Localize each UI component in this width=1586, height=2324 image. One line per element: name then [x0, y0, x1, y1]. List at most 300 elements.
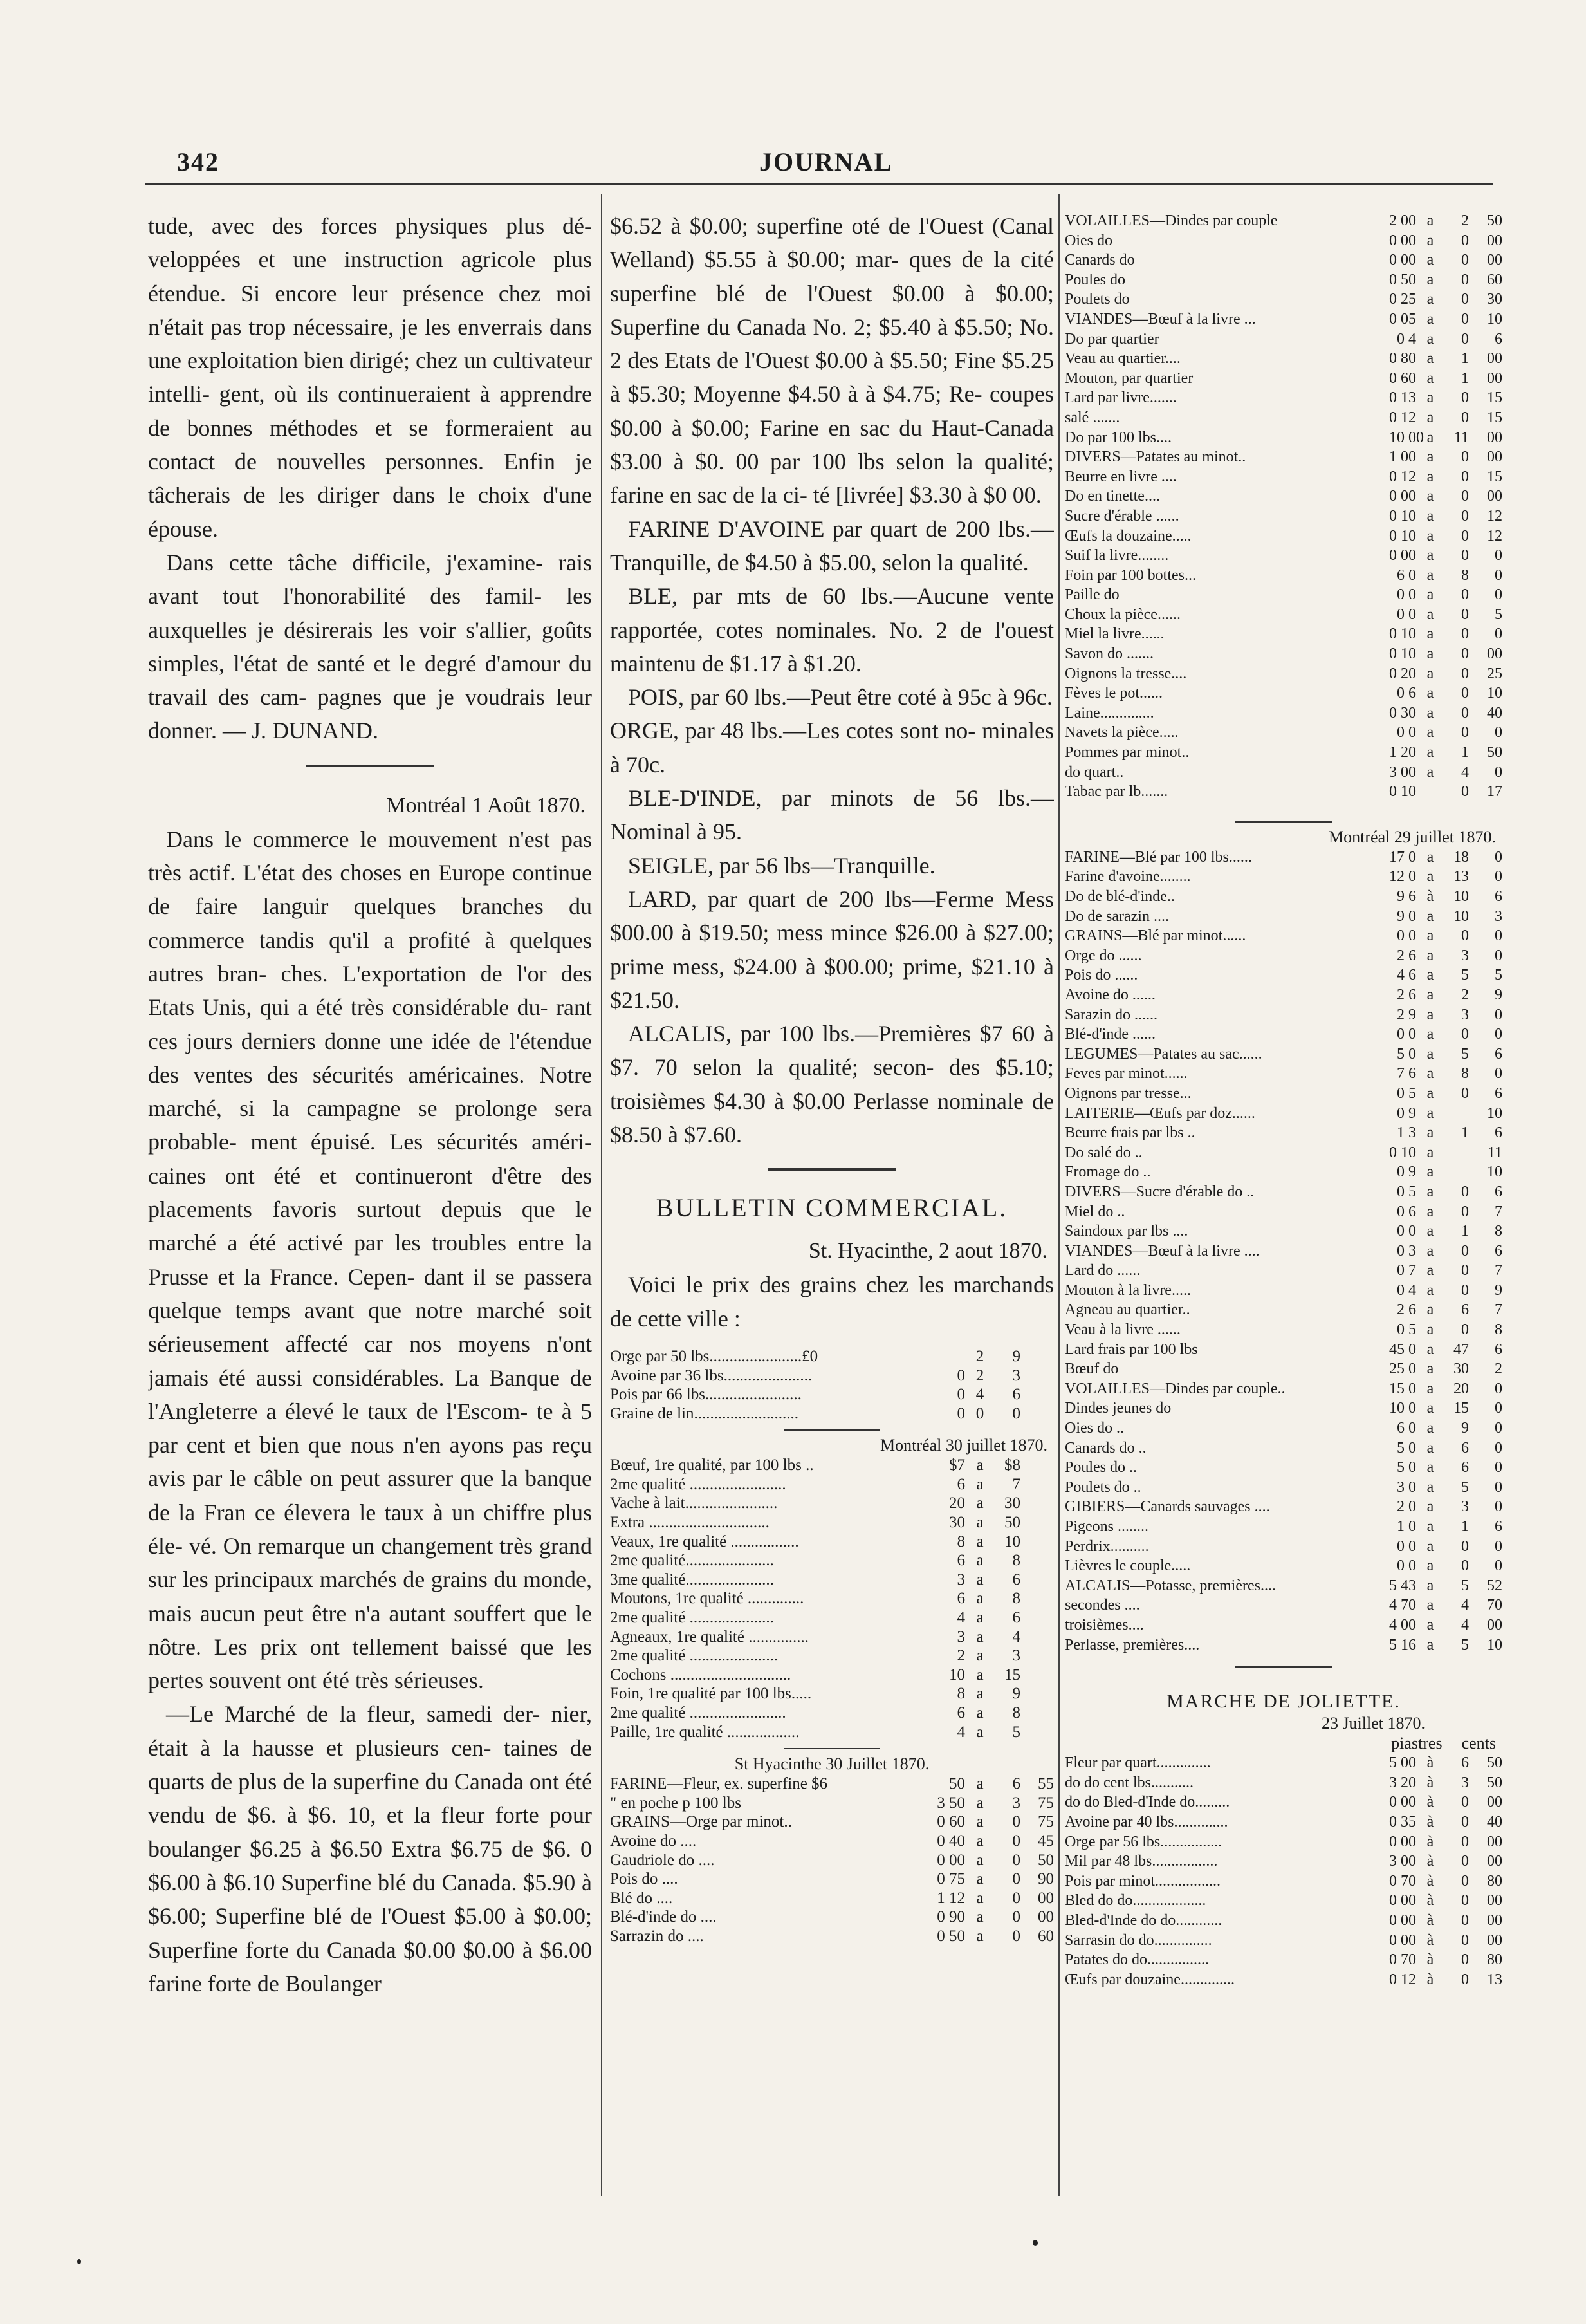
price-value: 50 — [1487, 744, 1502, 761]
price-value: 10 — [1487, 1636, 1502, 1653]
price-value: à — [1426, 1794, 1434, 1811]
price-value: à — [1426, 1872, 1434, 1890]
price-row — [610, 1494, 1054, 1513]
price-value: 0 — [1461, 646, 1469, 663]
column-header-piastres: piastres — [1391, 1734, 1443, 1753]
price-value: 9 — [1495, 986, 1502, 1003]
price-value: 4 — [975, 1386, 984, 1404]
price-row — [1065, 683, 1502, 703]
price-row — [1065, 1615, 1502, 1635]
price-value: 5 00 — [1389, 1754, 1416, 1772]
price-value: 0 — [1461, 1813, 1469, 1830]
price-value: 0 80 — [1389, 350, 1416, 367]
price-value: 0 — [1461, 527, 1469, 544]
price-value: 0 — [1012, 1851, 1020, 1869]
market-paragraph: ORGE, par 48 lbs.—Les cotes sont no- minales à 70c. — [610, 718, 1054, 777]
price-value: 0 — [1012, 1927, 1020, 1945]
price-value — [1020, 1513, 1054, 1532]
price-value: a — [976, 1590, 984, 1608]
price-item-label: Paille, 1re qualité .................. — [610, 1723, 800, 1741]
price-value: a — [1426, 1636, 1434, 1653]
price-value: 5 — [1461, 1478, 1469, 1496]
price-row — [1065, 1556, 1502, 1576]
price-row — [1065, 290, 1502, 310]
price-item-label: Poulets do .. — [1065, 1478, 1141, 1496]
price-value: 0 — [1461, 724, 1469, 741]
price-value: 5 — [1461, 967, 1469, 984]
price-value: 25 — [1487, 665, 1502, 682]
price-item-label: do quart.. — [1065, 763, 1124, 781]
price-value: 10 — [1487, 1104, 1502, 1122]
price-row — [610, 1589, 1054, 1608]
price-value: a — [1426, 1597, 1434, 1614]
price-row — [1065, 946, 1502, 966]
price-value: a — [976, 1889, 984, 1907]
market-paragraph: BLE, par mts de 60 lbs.—Aucune vente rapportée, cotes nominales. No. 2 de l'ouest maintenu de $1.17 à $1.20. — [610, 583, 1054, 676]
price-value: 0 5 — [1397, 1321, 1416, 1339]
price-value: à — [1426, 1813, 1434, 1830]
price-row — [1065, 1576, 1502, 1596]
price-item-label: secondes .... — [1065, 1597, 1140, 1614]
price-table-montreal-30 — [610, 1456, 1054, 1742]
price-row — [1065, 546, 1502, 566]
price-value: 0 00 — [1389, 488, 1416, 505]
price-item-label: Oignons par tresse... — [1065, 1084, 1192, 1102]
price-value — [932, 1347, 965, 1366]
price-item-label: VOLAILLES—Dindes par couple — [1065, 212, 1278, 229]
price-value: 0 — [1461, 1892, 1469, 1910]
price-item-label: Foin, 1re qualité par 100 lbs..... — [610, 1685, 812, 1703]
dateline: Montréal 1 Août 1870. — [386, 793, 586, 817]
price-value: a — [1426, 665, 1434, 682]
price-value: à — [1426, 1853, 1434, 1870]
price-value: a — [1426, 1557, 1434, 1575]
price-value: a — [1426, 1498, 1434, 1516]
price-value: 0 — [1461, 1084, 1469, 1102]
price-value: 0 — [1495, 1400, 1502, 1417]
price-value: 0 0 — [1397, 927, 1416, 945]
price-value: 00 — [1487, 369, 1502, 387]
price-value: 0 40 — [937, 1832, 965, 1850]
page-number: 342 — [177, 147, 219, 176]
price-item-label: Farine d'avoine........ — [1065, 868, 1191, 886]
price-item-label: 2me qualité ...................... — [610, 1647, 779, 1665]
price-row — [1065, 1458, 1502, 1478]
price-row — [1065, 1143, 1502, 1163]
price-value: a — [1426, 1065, 1434, 1083]
price-item-label: Orge par 50 lbs.......................£0 — [610, 1347, 818, 1365]
price-value: 1 20 — [1389, 744, 1416, 761]
price-row — [610, 1684, 1054, 1704]
price-value: 0 — [1461, 409, 1469, 426]
price-value: a — [976, 1775, 984, 1793]
price-value: a — [1426, 507, 1434, 525]
price-value: a — [1426, 1183, 1434, 1200]
price-row — [1065, 624, 1502, 644]
price-row — [610, 1704, 1054, 1723]
price-row — [1065, 887, 1502, 907]
price-value: a — [1426, 1459, 1434, 1476]
price-item-label: Bœuf do — [1065, 1361, 1119, 1378]
price-value: 1 — [1461, 1518, 1469, 1535]
table-divider — [784, 1748, 880, 1749]
price-item-label: Orge do ...... — [1065, 947, 1142, 964]
price-row — [1065, 487, 1502, 507]
price-value: 0 6 — [1397, 685, 1416, 702]
price-value: 70 — [1487, 1597, 1502, 1614]
price-value: 9 6 — [1397, 888, 1416, 905]
price-value: 0 — [1461, 1203, 1469, 1220]
price-item-label: 3me qualité...................... — [610, 1570, 774, 1588]
price-value: 0 25 — [1389, 291, 1416, 308]
price-value: a — [976, 1570, 984, 1588]
price-value: 75 — [1038, 1794, 1054, 1812]
article-paragraph: Dans cette tâche difficile, j'examine- rais avant tout l'honorabilité des famil- les auxquelles je désirerais les voir s'allier, goûts simples, l'état de santé et le degré d'amour du travail des cam- pagnes que je voudrais leur donner. — J. DUNAND. — [148, 549, 592, 744]
price-value: 1 3 — [1397, 1124, 1416, 1142]
price-item-label: DIVERS—Patates au minot.. — [1065, 449, 1246, 466]
price-value: 00 — [1487, 1931, 1502, 1949]
column-header-cents: cents — [1461, 1734, 1496, 1753]
price-value: 0 0 — [1397, 1538, 1416, 1555]
price-item-label: " en poche p 100 lbs — [610, 1794, 741, 1812]
price-value: 1 12 — [937, 1889, 965, 1907]
price-value: 3 — [1461, 1774, 1469, 1791]
price-item-label: Sarazin do ...... — [1065, 1006, 1157, 1023]
price-value — [1020, 1366, 1054, 1386]
price-table-st-hyacinthe — [610, 1347, 1054, 1423]
price-value: 8 — [1012, 1590, 1020, 1608]
price-value: 3 0 — [1397, 1478, 1416, 1496]
price-item-label: Laine.............. — [1065, 704, 1154, 721]
price-value: a — [1426, 1400, 1434, 1417]
price-value: 0 05 — [1389, 310, 1416, 328]
price-value: 15 — [1453, 1400, 1469, 1417]
price-value — [1020, 1570, 1054, 1590]
price-item-label: Blé-d'inde ...... — [1065, 1026, 1156, 1043]
column-2 — [610, 209, 1054, 2198]
price-row — [1065, 664, 1502, 684]
price-value: a — [1426, 1242, 1434, 1260]
price-value: a — [1426, 704, 1434, 721]
price-value: 40 — [1487, 1813, 1502, 1830]
price-value: 0 — [1495, 1498, 1502, 1516]
price-value: a — [1426, 1439, 1434, 1456]
price-value: 60 — [1487, 271, 1502, 288]
price-value: 75 — [1038, 1813, 1054, 1831]
price-value: 10 00 — [1389, 429, 1424, 446]
price-item-label: Veau au quartier.... — [1065, 350, 1181, 367]
section-divider — [306, 765, 434, 767]
price-item-label: 2me qualité ........................ — [610, 1475, 786, 1493]
price-value: 0 — [1461, 1833, 1469, 1850]
price-value: 47 — [1453, 1341, 1469, 1358]
price-value: a — [1426, 468, 1434, 485]
price-value: 0 — [1461, 606, 1469, 623]
price-item-label: Mouton, par quartier — [1065, 369, 1194, 387]
price-value: 0 0 — [1397, 606, 1416, 623]
price-value: a — [1426, 389, 1434, 407]
price-item-label: Avoine par 40 lbs.............. — [1065, 1813, 1228, 1830]
price-table-continued — [1065, 211, 1502, 802]
price-value: a — [976, 1666, 984, 1684]
price-item-label: troisièmes.... — [1065, 1616, 1144, 1633]
price-value: 0 9 — [1397, 1164, 1416, 1181]
price-value: 0 — [1495, 927, 1502, 945]
price-value: 45 — [1038, 1832, 1054, 1850]
price-item-label: Gaudriole do .... — [610, 1851, 715, 1869]
price-value: 0 50 — [1389, 271, 1416, 288]
price-value: a — [1426, 1361, 1434, 1378]
price-row — [610, 1628, 1054, 1647]
price-value — [1020, 1628, 1054, 1647]
price-value: 10 — [1487, 1164, 1502, 1181]
price-item-label: Oignons la tresse.... — [1065, 665, 1187, 682]
price-value: 00 — [1487, 232, 1502, 249]
price-item-label: Avoine do .... — [610, 1832, 697, 1850]
price-row — [610, 1908, 1054, 1927]
price-value: 1 0 — [1397, 1518, 1416, 1535]
price-item-label: VIANDES—Bœuf à la livre .... — [1065, 1242, 1260, 1260]
price-value: 0 — [1461, 1951, 1469, 1969]
price-value: 7 — [1495, 1203, 1502, 1220]
price-value: 10 — [949, 1666, 965, 1684]
price-table-date: Montréal 29 juillet 1870. — [1329, 827, 1496, 846]
price-value: 0 50 — [937, 1927, 965, 1945]
price-value: 0 — [957, 1386, 965, 1404]
price-value: 0 — [1495, 626, 1502, 643]
price-item-label: Poules do — [1065, 271, 1126, 288]
price-value — [1020, 1385, 1054, 1404]
price-value: a — [976, 1647, 984, 1665]
price-row — [1065, 349, 1502, 369]
price-value: 2 — [1461, 212, 1469, 229]
price-row — [1065, 1281, 1502, 1301]
price-value: 0 — [1495, 763, 1502, 781]
price-value: 0 10 — [1389, 783, 1416, 801]
price-row — [610, 1723, 1054, 1742]
price-value: 0 0 — [1397, 586, 1416, 604]
price-row — [610, 1366, 1054, 1386]
price-row — [1065, 1399, 1502, 1418]
price-value: a — [1426, 724, 1434, 741]
price-row — [1065, 1104, 1502, 1124]
price-value: 0 — [1012, 1813, 1020, 1831]
price-value: 60 — [1038, 1927, 1054, 1945]
price-value: 6 — [1461, 1754, 1469, 1772]
price-value: a — [1426, 1026, 1434, 1043]
price-value: $7 — [949, 1456, 965, 1474]
price-value: 2 9 — [1397, 1006, 1416, 1023]
price-value: a — [1426, 1164, 1434, 1181]
price-value: 00 — [1487, 252, 1502, 269]
price-value: 10 — [1487, 310, 1502, 328]
price-value: a — [1426, 1281, 1434, 1299]
price-value: 0 70 — [1389, 1951, 1416, 1969]
price-value: 30 — [1004, 1494, 1020, 1512]
price-row — [1065, 447, 1502, 467]
price-value: 0 3 — [1397, 1242, 1416, 1260]
price-value: 0 10 — [1389, 626, 1416, 643]
price-value: 12 — [1487, 527, 1502, 544]
price-value — [1416, 782, 1444, 802]
price-value: 9 0 — [1397, 907, 1416, 925]
ink-blot — [1033, 2240, 1038, 2246]
price-value: 0 10 — [1389, 646, 1416, 663]
price-item-label: 2me qualité...................... — [610, 1552, 774, 1570]
price-value: 0 13 — [1389, 389, 1416, 407]
price-value: 1 — [1461, 744, 1469, 761]
price-item-label: Pois par minot................. — [1065, 1872, 1221, 1890]
price-row — [1065, 1123, 1502, 1143]
price-value: 0 7 — [1397, 1262, 1416, 1279]
price-value: 5 43 — [1389, 1577, 1416, 1594]
price-value: 0 — [1461, 665, 1469, 682]
price-value: 0 — [1012, 1870, 1020, 1888]
price-table-joliette — [1065, 1753, 1502, 1989]
price-value: 1 — [1461, 369, 1469, 387]
price-value: 9 — [1495, 1281, 1502, 1299]
price-value: a — [976, 1628, 984, 1646]
price-table-montreal-29 — [1065, 848, 1502, 1655]
price-value: a — [976, 1723, 984, 1741]
price-item-label: LEGUMES—Patates au sac...... — [1065, 1045, 1262, 1063]
price-row — [1065, 985, 1502, 1005]
price-value: 3 00 — [1389, 1853, 1416, 1870]
price-value: a — [1426, 369, 1434, 387]
price-value: 7 — [1012, 1475, 1020, 1493]
price-value: à — [1426, 1951, 1434, 1969]
market-paragraph: $6.52 à $0.00; superfine oté de l'Ouest (Canal Welland) $5.55 à $0.00; mar- ques de la cité superfine blé de l'Ouest $0.00 à $0.00; Superfine du Canada No. 2; $5.40 à $5.50; No. 2 des Etats de l'Ouest $0.00 à $5.50; Fine $5.25 à $5.30; Moyenne $4.50 à à $4.75; Re- coupes $0.00 à $0.00; Farine en sac du Haut-Canada $3.00 à $0. 00 par 100 lbs selon la qualité; farine en sac de la ci- té [livrée] $3.30 à $0 00. — [610, 213, 1054, 508]
price-item-label: FARINE—Fleur, ex. superfine $6 — [610, 1775, 828, 1793]
price-item-label: Mil par 48 lbs................. — [1065, 1853, 1218, 1870]
price-value: 0 — [1461, 586, 1469, 604]
price-value: a — [976, 1475, 984, 1493]
price-value: 0 — [1012, 1889, 1020, 1907]
price-value: a — [1426, 1538, 1434, 1555]
price-row — [1065, 1911, 1502, 1931]
price-value: 0 — [1461, 1321, 1469, 1339]
price-value: 3 — [957, 1628, 965, 1646]
price-value: 6 — [1012, 1386, 1020, 1404]
price-item-label: Foin par 100 bottes... — [1065, 566, 1196, 584]
price-value: 0 — [1461, 271, 1469, 288]
price-row — [1065, 1753, 1502, 1773]
price-value: a — [1426, 1223, 1434, 1240]
price-value: 2 — [957, 1647, 965, 1665]
price-value: a — [976, 1456, 984, 1474]
price-item-label: Patates do do................ — [1065, 1951, 1209, 1969]
price-row — [1065, 250, 1502, 270]
price-value: 90 — [1038, 1870, 1054, 1888]
price-value: 9 — [1461, 1420, 1469, 1437]
price-value: 5 0 — [1397, 1459, 1416, 1476]
price-value: 0 — [1012, 1908, 1020, 1926]
price-item-label: Moutons, 1re qualité .............. — [610, 1590, 804, 1608]
price-value: 0 12 — [1389, 409, 1416, 426]
price-row — [1065, 1025, 1502, 1045]
price-value: 0 — [1461, 1026, 1469, 1043]
price-item-label: Agneaux, 1re qualité ............... — [610, 1628, 809, 1646]
price-item-label: Canards do — [1065, 252, 1135, 269]
price-value: a — [1426, 927, 1434, 945]
price-value: 00 — [1487, 449, 1502, 466]
price-value: 3 — [957, 1570, 965, 1588]
price-value: 3 — [1012, 1647, 1020, 1665]
price-value: 0 — [1461, 704, 1469, 721]
price-item-label: Navets la pièce..... — [1065, 724, 1179, 741]
price-table-date: St Hyacinthe 30 Juillet 1870. — [734, 1754, 930, 1774]
price-row — [1065, 907, 1502, 927]
price-row — [1065, 1300, 1502, 1320]
price-row — [610, 1927, 1054, 1946]
price-value: 4 — [1012, 1628, 1020, 1646]
article-paragraph: —Le Marché de la fleur, samedi der- nier, était à la hausse et plusieurs cen- taines de quarts de plus de la superfine du Canada ont été vendu de $6. à $6. 10, et la fleur forte pour boulanger $6.25 à $6.50 Extra $6.75 de $6. 0 $6.00 à $6.10 Superfine blé du Canada. $5.90 à $6.00; Superfine blé de l'Ouest $5.00 à $0.00; Superfine forte du Canada $0.00 $0.00 à $6.00 farine forte de Boulanger — [148, 1701, 592, 1996]
price-value: 0 90 — [937, 1908, 965, 1926]
price-value: 10 — [1004, 1532, 1020, 1550]
price-value: 4 — [1461, 1616, 1469, 1633]
price-value: a — [1426, 967, 1434, 984]
price-value: 50 — [1038, 1851, 1054, 1869]
price-row — [1065, 1635, 1502, 1655]
price-value: a — [1426, 1478, 1434, 1496]
column-3 — [1065, 211, 1502, 2200]
price-value: 0 — [1461, 1281, 1469, 1299]
price-value: 0 — [1495, 1557, 1502, 1575]
price-value: 1 — [1461, 350, 1469, 367]
price-value: 4 — [957, 1723, 965, 1741]
price-value: a — [1426, 1006, 1434, 1023]
price-value: a — [1426, 646, 1434, 663]
price-row — [1065, 1162, 1502, 1182]
price-value: a — [976, 1552, 984, 1570]
price-item-label: Miel la livre...... — [1065, 626, 1165, 643]
price-value: 45 0 — [1389, 1341, 1416, 1358]
price-row — [610, 1794, 1054, 1813]
price-value: 10 — [1487, 685, 1502, 702]
price-item-label: Pommes par minot.. — [1065, 744, 1190, 761]
price-row — [610, 1832, 1054, 1851]
price-value: 0 — [1461, 1183, 1469, 1200]
price-value: 3 — [1495, 907, 1502, 925]
price-value: a — [1426, 868, 1434, 886]
price-row — [1065, 763, 1502, 783]
price-value: à — [1426, 1931, 1434, 1949]
price-value: 15 — [1487, 409, 1502, 426]
price-value — [1020, 1704, 1054, 1723]
price-value: 13 — [1487, 1971, 1502, 1988]
price-value: 00 — [1487, 350, 1502, 367]
price-item-label: Do en tinette.... — [1065, 488, 1160, 505]
price-item-label: Choux la pièce...... — [1065, 606, 1181, 623]
price-value: 3 — [1012, 1366, 1020, 1384]
price-value: 55 — [1038, 1775, 1054, 1793]
price-value: 5 0 — [1397, 1439, 1416, 1456]
price-value: 10 0 — [1389, 1400, 1416, 1417]
price-item-label: Sucre d'érable ...... — [1065, 507, 1179, 525]
price-value: a — [1426, 685, 1434, 702]
price-value: 18 — [1453, 848, 1469, 866]
price-value: 0 00 — [1389, 1892, 1416, 1910]
price-value: 5 — [1495, 967, 1502, 984]
price-item-label: Do de sarazin .... — [1065, 907, 1169, 925]
price-value: 12 — [1487, 507, 1502, 525]
price-value: a — [976, 1832, 984, 1850]
price-item-label: Bled do do................... — [1065, 1892, 1206, 1910]
header-rule — [145, 183, 1493, 185]
price-value: 6 — [957, 1475, 965, 1493]
price-value: 8 — [957, 1532, 965, 1550]
price-value: 5 — [1012, 1723, 1020, 1741]
